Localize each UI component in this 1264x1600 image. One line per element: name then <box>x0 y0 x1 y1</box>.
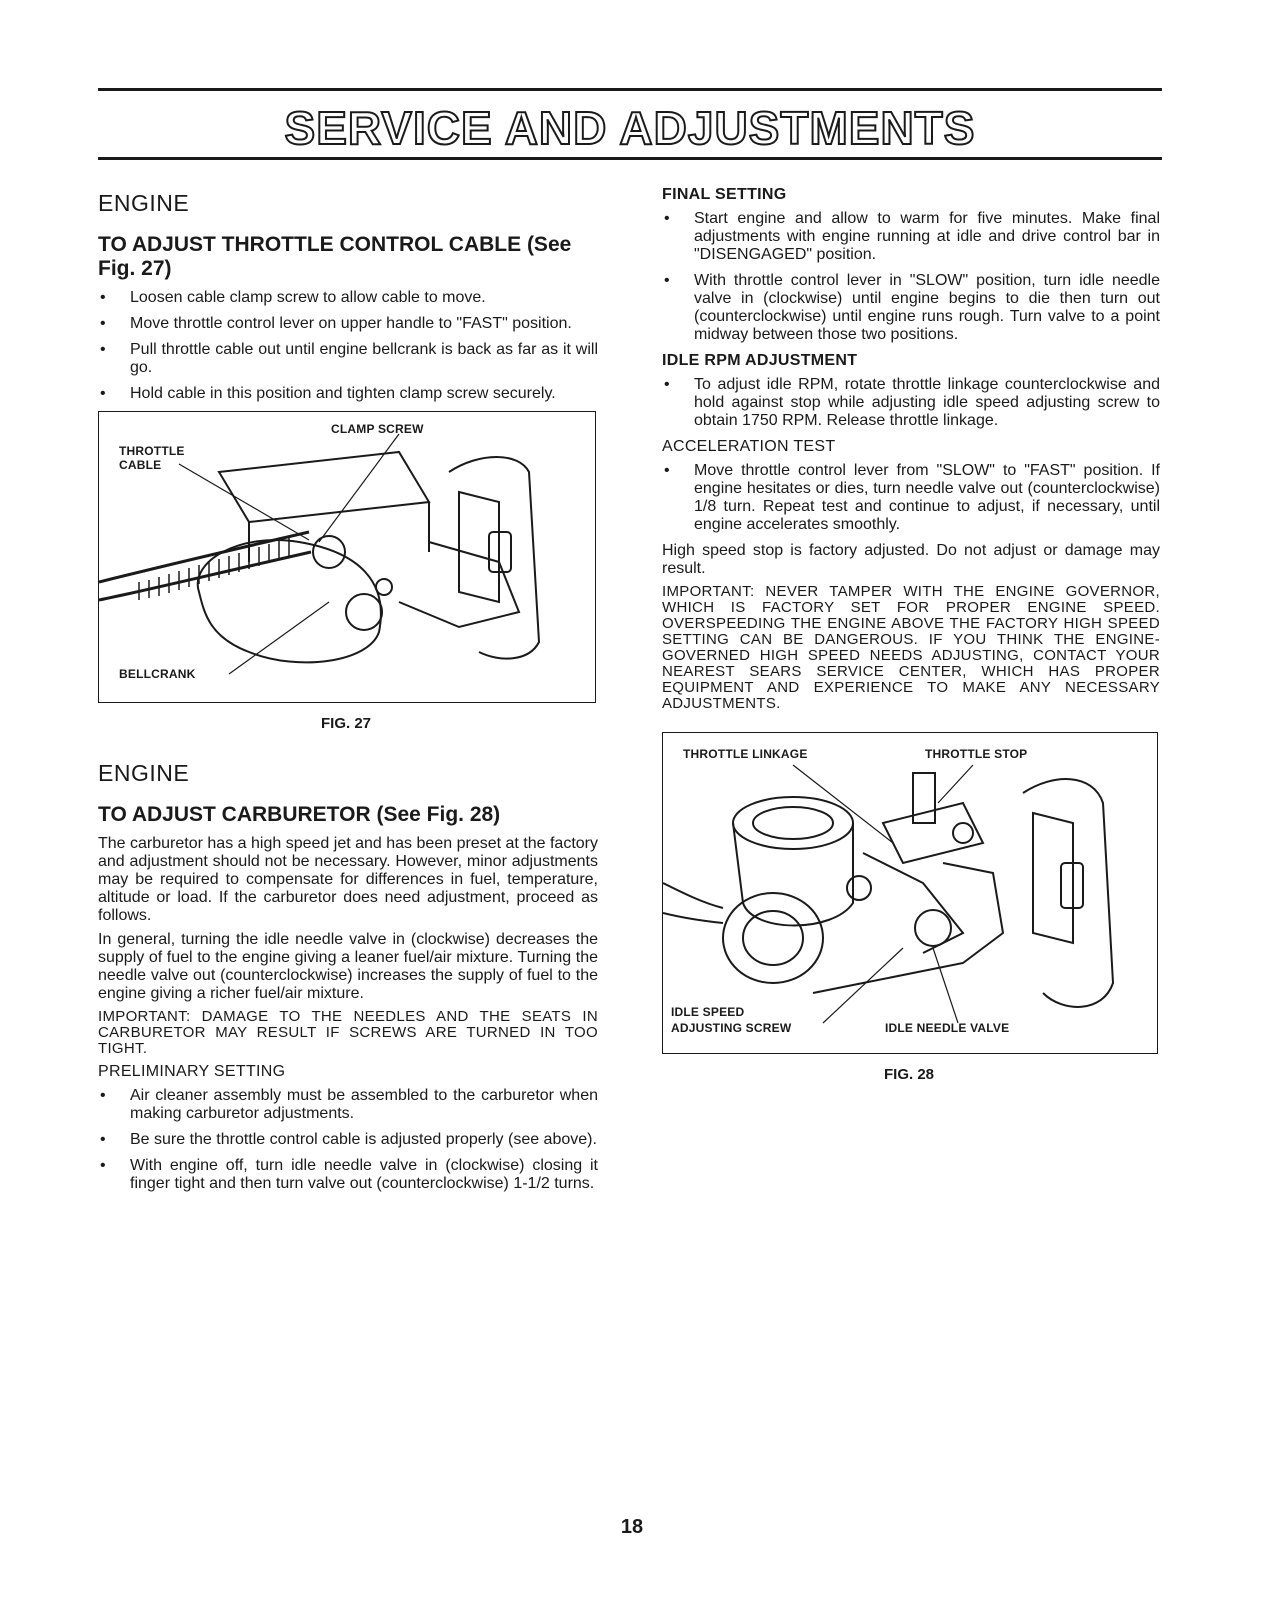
fig28-label-idle-needle: IDLE NEEDLE VALVE <box>885 1021 1010 1035</box>
header-rule-bottom <box>98 157 1162 160</box>
idle-heading: IDLE RPM ADJUSTMENT <box>662 352 858 369</box>
fig27-label-throttle-cable-1: THROTTLE <box>119 444 185 458</box>
carb-para-1: The carburetor has a high speed jet and has been preset at the factory and adjustment should not be necessary. However, minor adjustments may be required to compensate for differences in fuel, temperature, altitude or load. If the carburetor does need adjustment, proceed as follows. <box>98 835 598 924</box>
fig28-label-throttle-linkage: THROTTLE LINKAGE <box>683 747 808 761</box>
list-item: • To adjust idle RPM, rotate throttle linkage counterclockwise and hold against stop while adjusting idle speed adjusting screw to obtain 1750 RPM. Release throttle linkage. <box>664 376 1160 429</box>
carb-important: IMPORTANT: DAMAGE TO THE NEEDLES AND THE SEATS IN CARBURETOR MAY RESULT IF SCREWS ARE TURNED IN TOO TIGHT. <box>98 1008 598 1057</box>
fig-28-box <box>662 732 1158 1054</box>
fig27-label-clamp-screw: CLAMP SCREW <box>331 422 424 436</box>
final-heading: FINAL SETTING <box>662 186 787 203</box>
list-item: • Pull throttle cable out until engine bellcrank is back as far as it will go. <box>100 341 598 376</box>
accel-heading: ACCELERATION TEST <box>662 438 836 455</box>
fig28-label-idle-screw-2: ADJUSTING SCREW <box>671 1021 792 1035</box>
page-number: 18 <box>620 1516 644 1538</box>
throttle-heading: TO ADJUST THROTTLE CONTROL CABLE (See Fig. 27) <box>98 233 572 280</box>
list-item: • Move throttle control lever from "SLOW" to "FAST" position. If engine hesitates or dies, turn needle valve out (counterclockwise) 1/8 turn. Repeat test and continue to adjust, if necessary, until engine accelerates smoothly. <box>664 462 1160 533</box>
carb-heading: TO ADJUST CARBURETOR (See Fig. 28) <box>98 803 501 826</box>
list-item: • Move throttle control lever on upper handle to "FAST" position. <box>100 315 572 332</box>
fig28-label-idle-screw-1: IDLE SPEED <box>671 1005 745 1019</box>
right-column <box>662 178 1160 1083</box>
list-item: • Hold cable in this position and tighten clamp screw securely. <box>100 385 556 402</box>
list-item: • Loosen cable clamp screw to allow cable to move. <box>100 289 486 306</box>
idle-steps <box>662 376 1160 430</box>
throttle-steps <box>98 289 598 403</box>
engine-heading-2: ENGINE <box>98 760 190 786</box>
fig28-label-throttle-stop: THROTTLE STOP <box>925 747 1028 761</box>
carb-para-2: In general, turning the idle needle valve in (clockwise) decreases the supply of fuel to the engine giving a leaner fuel/air mixture. Turning the needle valve out (counterclockwise) increases the supply of fuel to the engine giving a richer fuel/air mixture. <box>98 931 598 1002</box>
fig-28-caption: FIG. 28 <box>883 1066 935 1083</box>
list-item: • Start engine and allow to warm for five minutes. Make final adjustments with engine running at idle and drive control bar in "DISENGAGED" position. <box>664 210 1160 263</box>
header-rule-top <box>98 88 1162 91</box>
fig-27-caption: FIG. 27 <box>320 715 372 732</box>
fig27-label-throttle-cable-2: CABLE <box>119 458 162 472</box>
final-steps <box>662 210 1160 344</box>
list-item: • Air cleaner assembly must be assembled to the carburetor when making carburetor adjustments. <box>100 1087 598 1122</box>
governor-important: IMPORTANT: NEVER TAMPER WITH THE ENGINE GOVERNOR, WHICH IS FACTORY SET FOR PROPER ENGINE SPEED. OVERSPEEDING THE ENGINE ABOVE THE FACTORY HIGH SPEED SETTING CAN BE DANGEROUS. IF YOU THINK THE ENGINE-GOVERNED HIGH SPEED NEEDS ADJUSTING, CONTACT YOUR NEAREST SEARS SERVICE CENTER, WHICH HAS PROPER EQUIPMENT AND EXPERIENCE TO MAKE ANY NECESSARY ADJUSTMENTS. <box>662 583 1160 712</box>
prelim-heading: PRELIMINARY SETTING <box>98 1063 286 1080</box>
list-item: • With engine off, turn idle needle valve in (clockwise) closing it finger tight and then turn valve out (counterclockwise) 1-1/2 turns. <box>100 1157 598 1192</box>
page-title: SERVICE AND ADJUSTMENTS <box>284 102 976 154</box>
list-item: • Be sure the throttle control cable is adjusted properly (see above). <box>100 1131 597 1148</box>
list-item: • With throttle control lever in "SLOW" position, turn idle needle valve in (clockwise) until engine begins to die then turn out (counterclockwise) until engine runs rough. Turn valve to a point midway between those two positions. <box>664 272 1160 343</box>
engine-heading-1: ENGINE <box>98 190 190 216</box>
accel-steps <box>662 462 1160 534</box>
prelim-steps <box>98 1087 598 1193</box>
fig-27-box <box>98 411 596 703</box>
high-speed-note: High speed stop is factory adjusted. Do not adjust or damage may result. <box>662 542 1160 577</box>
fig27-label-bellcrank: BELLCRANK <box>119 667 196 681</box>
left-column <box>98 178 598 1201</box>
